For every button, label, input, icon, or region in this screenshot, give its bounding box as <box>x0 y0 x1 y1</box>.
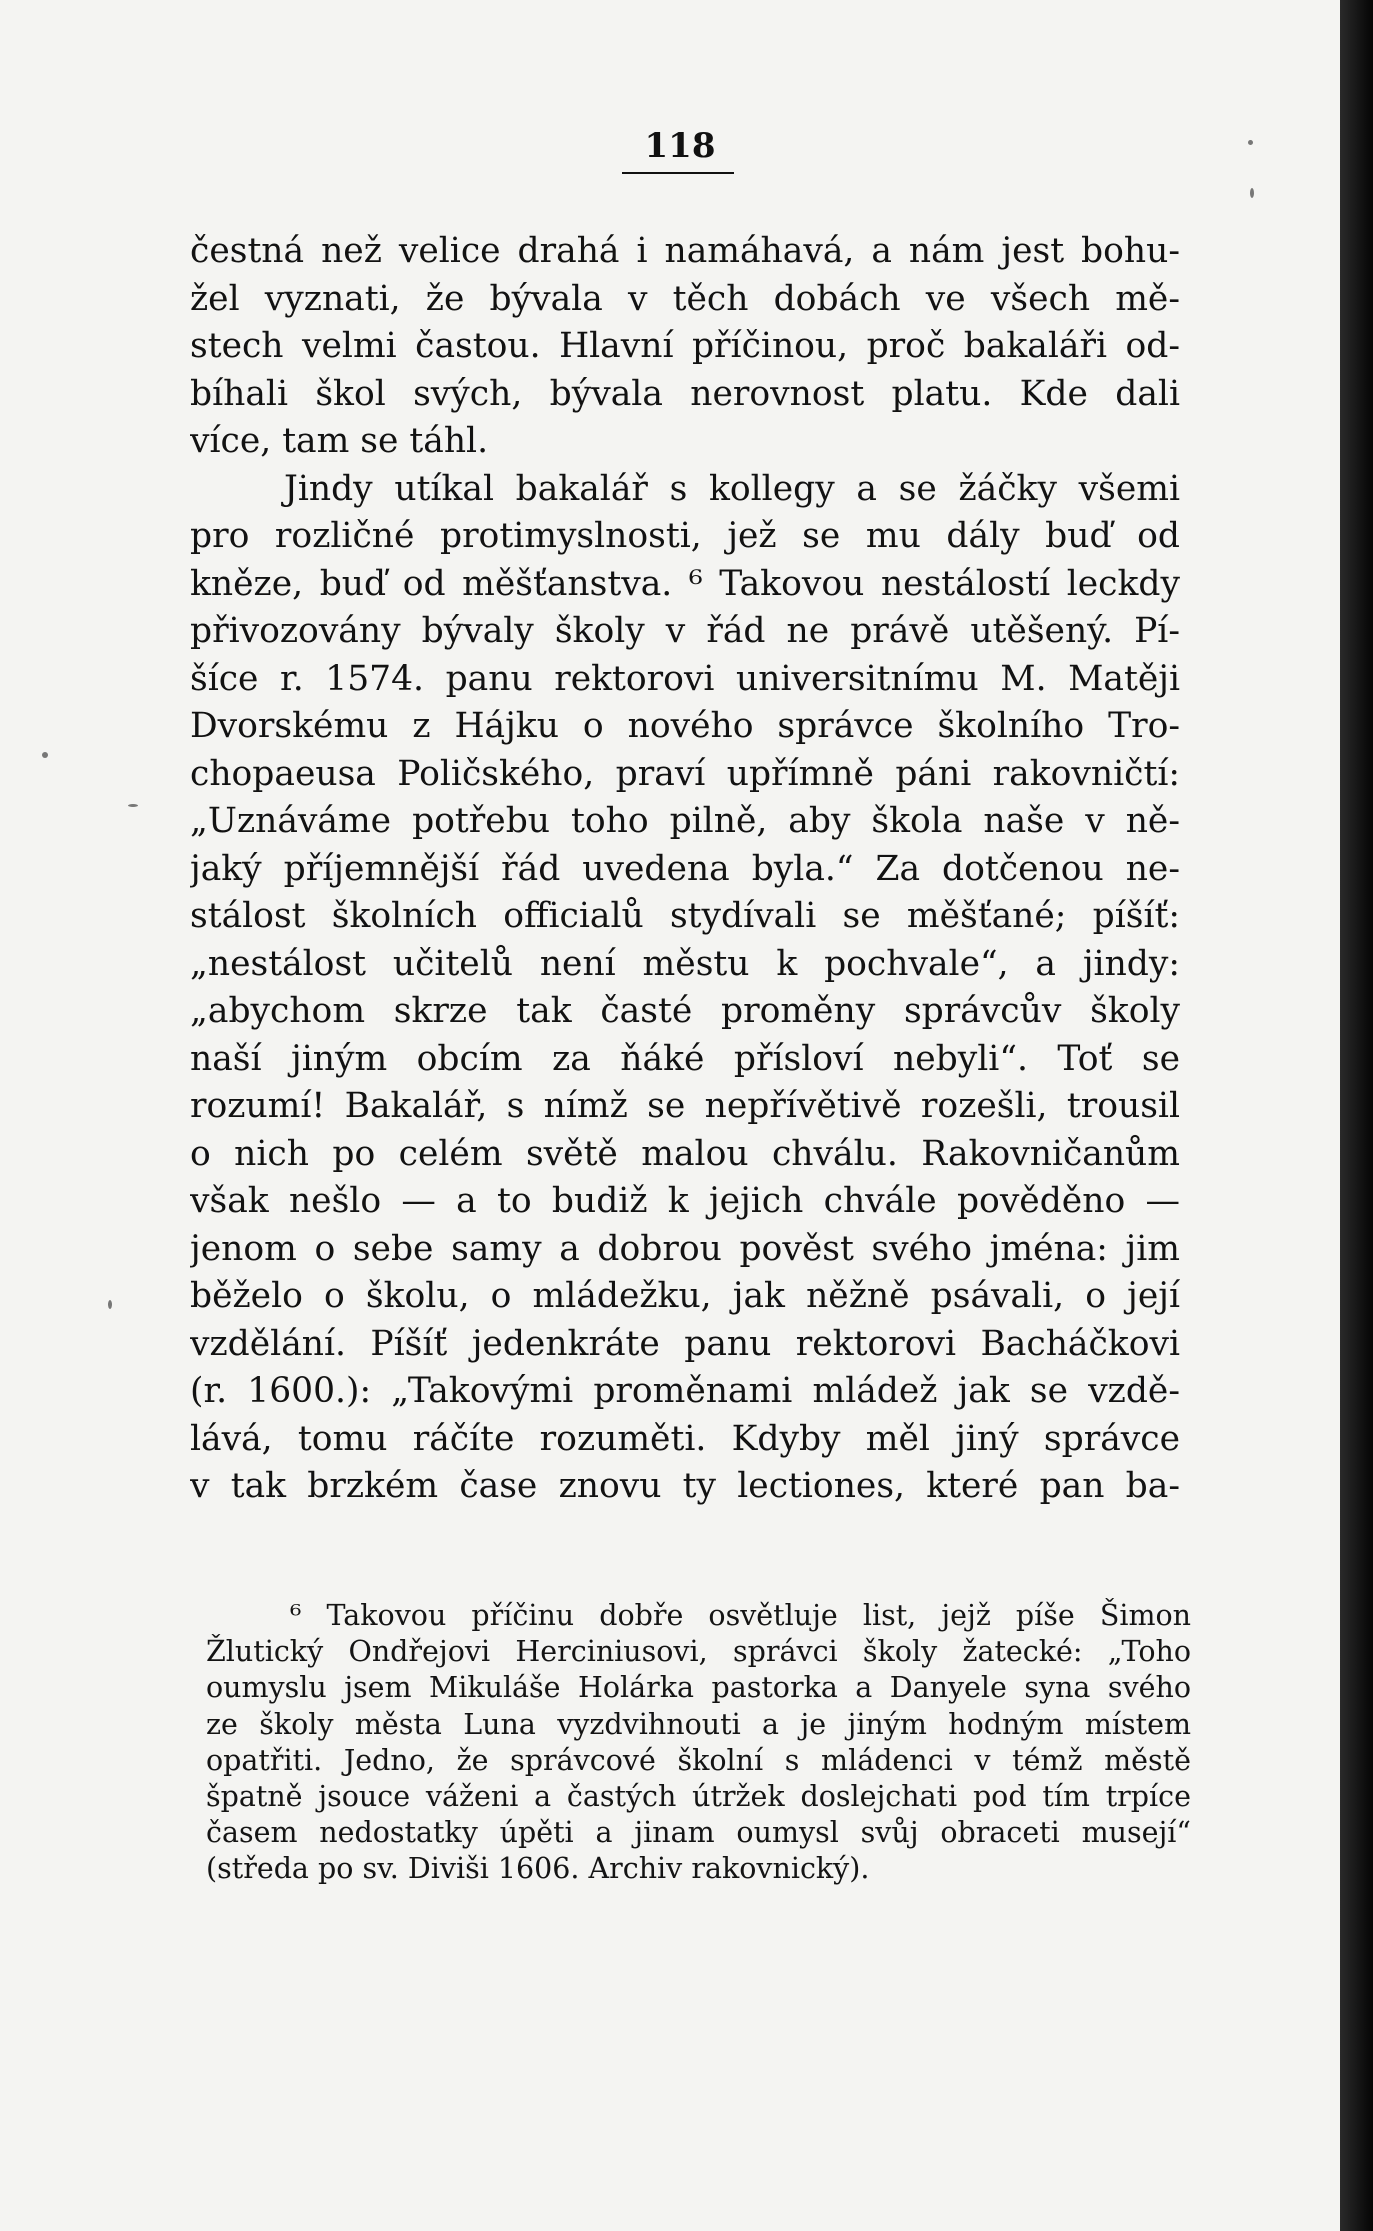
body-line: chopaeusa Poličského, praví upřímně páni rakovničtí: <box>190 753 1180 794</box>
body-line: bíhali škol svých, bývala nerovnost platu. Kde dali <box>190 373 1180 414</box>
body-line: rozumí! Bakalář, s nímž se nepřívětivě rozešli, trousil <box>190 1086 1180 1126</box>
footnote-line: špatně jsouce váženi a častých útržek doslejchati pod tím trpíce <box>206 1779 1191 1813</box>
body-line: o nich po celém světě malou chválu. Rakovničanům <box>190 1133 1180 1174</box>
footnote-line: Žlutický Ondřejovi Herciniusovi, správci školy žatecké: „Toho <box>206 1635 1191 1669</box>
footnote-line: (středa po sv. Diviši 1606. Archiv rakovnický). <box>206 1852 870 1886</box>
paper-speck <box>108 1300 112 1309</box>
body-line: Dvorskému z Hájku o nového správce školního Tro- <box>190 706 1180 746</box>
body-text <box>190 228 1180 1511</box>
body-line: však nešlo — a to budiž k jejich chvále pověděno — <box>190 1181 1180 1221</box>
body-line: v tak brzkém čase znovu ty lectiones, které pan ba- <box>190 1466 1180 1506</box>
footnote-line: ze školy města Luna vyzdvihnouti a je jiným hodným místem <box>206 1707 1191 1741</box>
body-line: kněze, buď od měšťanstva. ⁶ Takovou nestálostí leckdy <box>190 563 1180 604</box>
footnote-line: ⁶ Takovou příčinu dobře osvětluje list, jejž píše Šimon <box>290 1599 1191 1632</box>
body-line: lává, tomu ráčíte rozuměti. Kdyby měl jiný správce <box>190 1418 1180 1459</box>
body-line: stech velmi častou. Hlavní příčinou, proč bakaláři od- <box>190 326 1180 366</box>
body-line: (r. 1600.): „Takovými proměnami mládež jak se vzdě- <box>190 1371 1180 1411</box>
footnote-line: časem nedostatky úpěti a jinam oumysl svůj obraceti musejí“ <box>206 1816 1191 1850</box>
body-line: „nestálost učitelů není městu k pochvale“, a jindy: <box>190 943 1180 984</box>
body-line: pro rozličné protimyslnosti, jež se mu dály buď od <box>190 516 1180 556</box>
body-line: žel vyznati, že bývala v těch dobách ve všech mě- <box>190 278 1180 319</box>
body-line: stálost školních officialů stydívali se měšťané; píšíť: <box>190 896 1180 936</box>
body-line: běželo o školu, o mládežku, jak něžně psávali, o její <box>190 1276 1180 1316</box>
footnote-line: oumyslu jsem Mikuláše Holárka pastorka a Danyele syna svého <box>206 1671 1191 1705</box>
page-number: 118 <box>644 126 716 166</box>
body-line: naší jiným obcím za ňáké přísloví nebyli“. Toť se <box>190 1038 1180 1079</box>
body-line: „Uznáváme potřebu toho pilně, aby škola naše v ně- <box>190 801 1180 841</box>
paper-speck <box>128 804 138 807</box>
page-number-rule <box>622 172 734 174</box>
body-line: jaký příjemnější řád uvedena byla.“ Za dotčenou ne- <box>190 848 1180 889</box>
body-line: více, tam se táhl. <box>190 421 489 461</box>
paper-speck <box>1250 188 1254 198</box>
footnote <box>206 1598 1191 1888</box>
paper-speck <box>1248 140 1253 145</box>
body-line: šíce r. 1574. panu rektorovi universitnímu M. Matěji <box>190 658 1180 699</box>
body-line: jenom o sebe samy a dobrou pověst svého jména: jim <box>190 1228 1180 1269</box>
body-line: přivozovány bývaly školy v řád ne právě utěšený. Pí- <box>190 611 1180 651</box>
body-line: čestná než velice drahá i namáhavá, a nám jest bohu- <box>190 231 1180 271</box>
body-line: „abychom skrze tak časté proměny správcův školy <box>190 991 1180 1031</box>
body-line: Jindy utíkal bakalář s kollegy a se žáčky všemi <box>284 468 1180 509</box>
footnote-line: opatřiti. Jedno, že správcové školní s mládenci v témž městě <box>206 1743 1191 1777</box>
paper-speck <box>42 752 48 758</box>
book-edge-shadow <box>1340 0 1373 2231</box>
body-line: vzdělání. Píšíť jedenkráte panu rektorovi Bacháčkovi <box>190 1323 1180 1364</box>
